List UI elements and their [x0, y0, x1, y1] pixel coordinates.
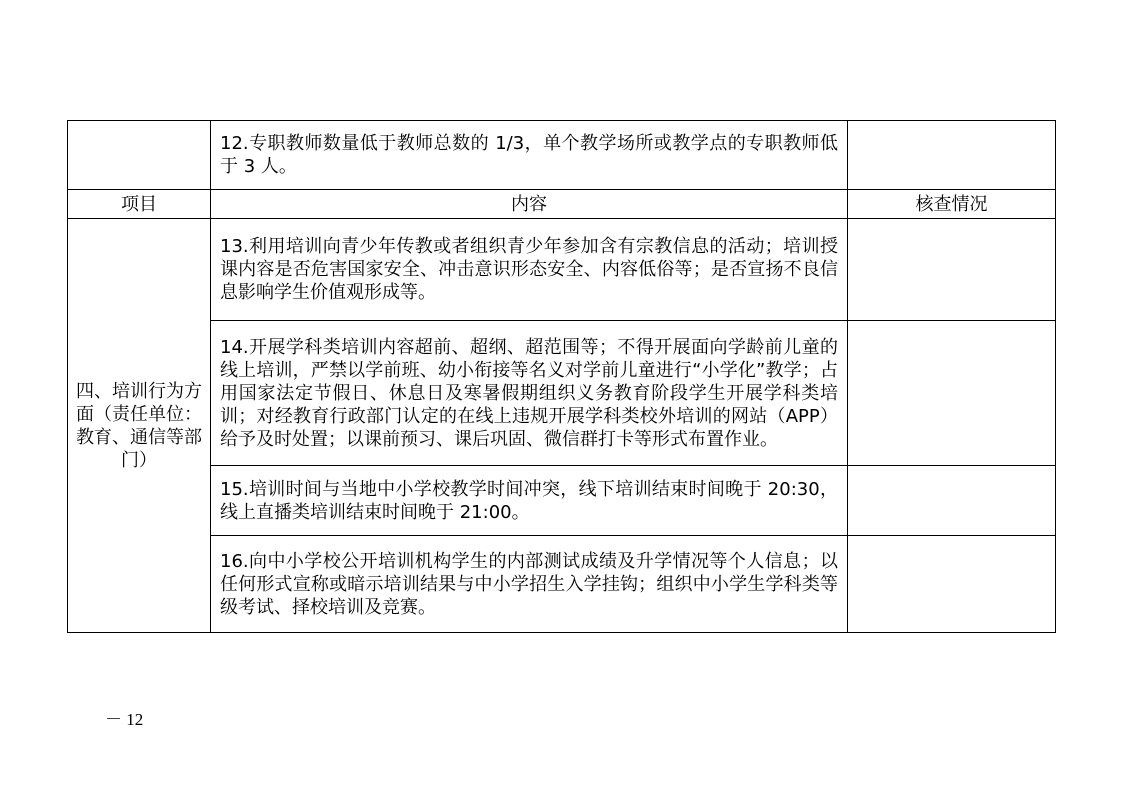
content-cell: 15.培训时间与当地中小学校教学时间冲突，线下培训结束时间晚于 20:30，线上直播类培训结束时间晚于 21:00。	[211, 466, 848, 536]
check-cell	[848, 121, 1056, 190]
header-check: 核查情况	[848, 190, 1056, 219]
table-row	[68, 121, 1056, 190]
header-item: 项目	[68, 190, 211, 219]
content-cell: 12.专职教师数量低于教师总数的 1/3，单个教学场所或教学点的专职教师低于 3 人。	[211, 121, 848, 190]
check-cell	[848, 321, 1056, 466]
content-cell: 13.利用培训向青少年传教或者组织青少年参加含有宗教信息的活动；培训授课内容是否危害国家安全、冲击意识形态安全、内容低俗等；是否宣扬不良信息影响学生价值观形成等。	[211, 219, 848, 321]
table-row	[68, 219, 1056, 321]
table-row	[68, 466, 1056, 536]
table-row	[68, 321, 1056, 466]
content-cell: 16.向中小学校公开培训机构学生的内部测试成绩及升学情况等个人信息；以任何形式宣称或暗示培训结果与中小学招生入学挂钩；组织中小学生学科类等级考试、择校培训及竞赛。	[211, 536, 848, 633]
check-cell	[848, 219, 1056, 321]
content-cell: 14.开展学科类培训内容超前、超纲、超范围等；不得开展面向学龄前儿童的线上培训，严禁以学前班、幼小衔接等名义对学前儿童进行“小学化”教学；占用国家法定节假日、休息日及寒暑假期组织义务教育阶段学生开展学科类培训；对经教育行政部门认定的在线上违规开展学科类校外培训的网站（APP）给予及时处置；以课前预习、课后巩固、微信群打卡等形式布置作业。	[211, 321, 848, 466]
header-content: 内容	[211, 190, 848, 219]
check-cell	[848, 466, 1056, 536]
header-row	[68, 190, 1056, 219]
check-cell	[848, 536, 1056, 633]
table-row	[68, 536, 1056, 633]
inspection-table	[67, 120, 1056, 633]
item-cell	[68, 121, 211, 190]
page-number: － 12	[105, 710, 144, 729]
section-item-cell: 四、培训行为方面（责任单位：教育、通信等部门）	[68, 219, 211, 633]
